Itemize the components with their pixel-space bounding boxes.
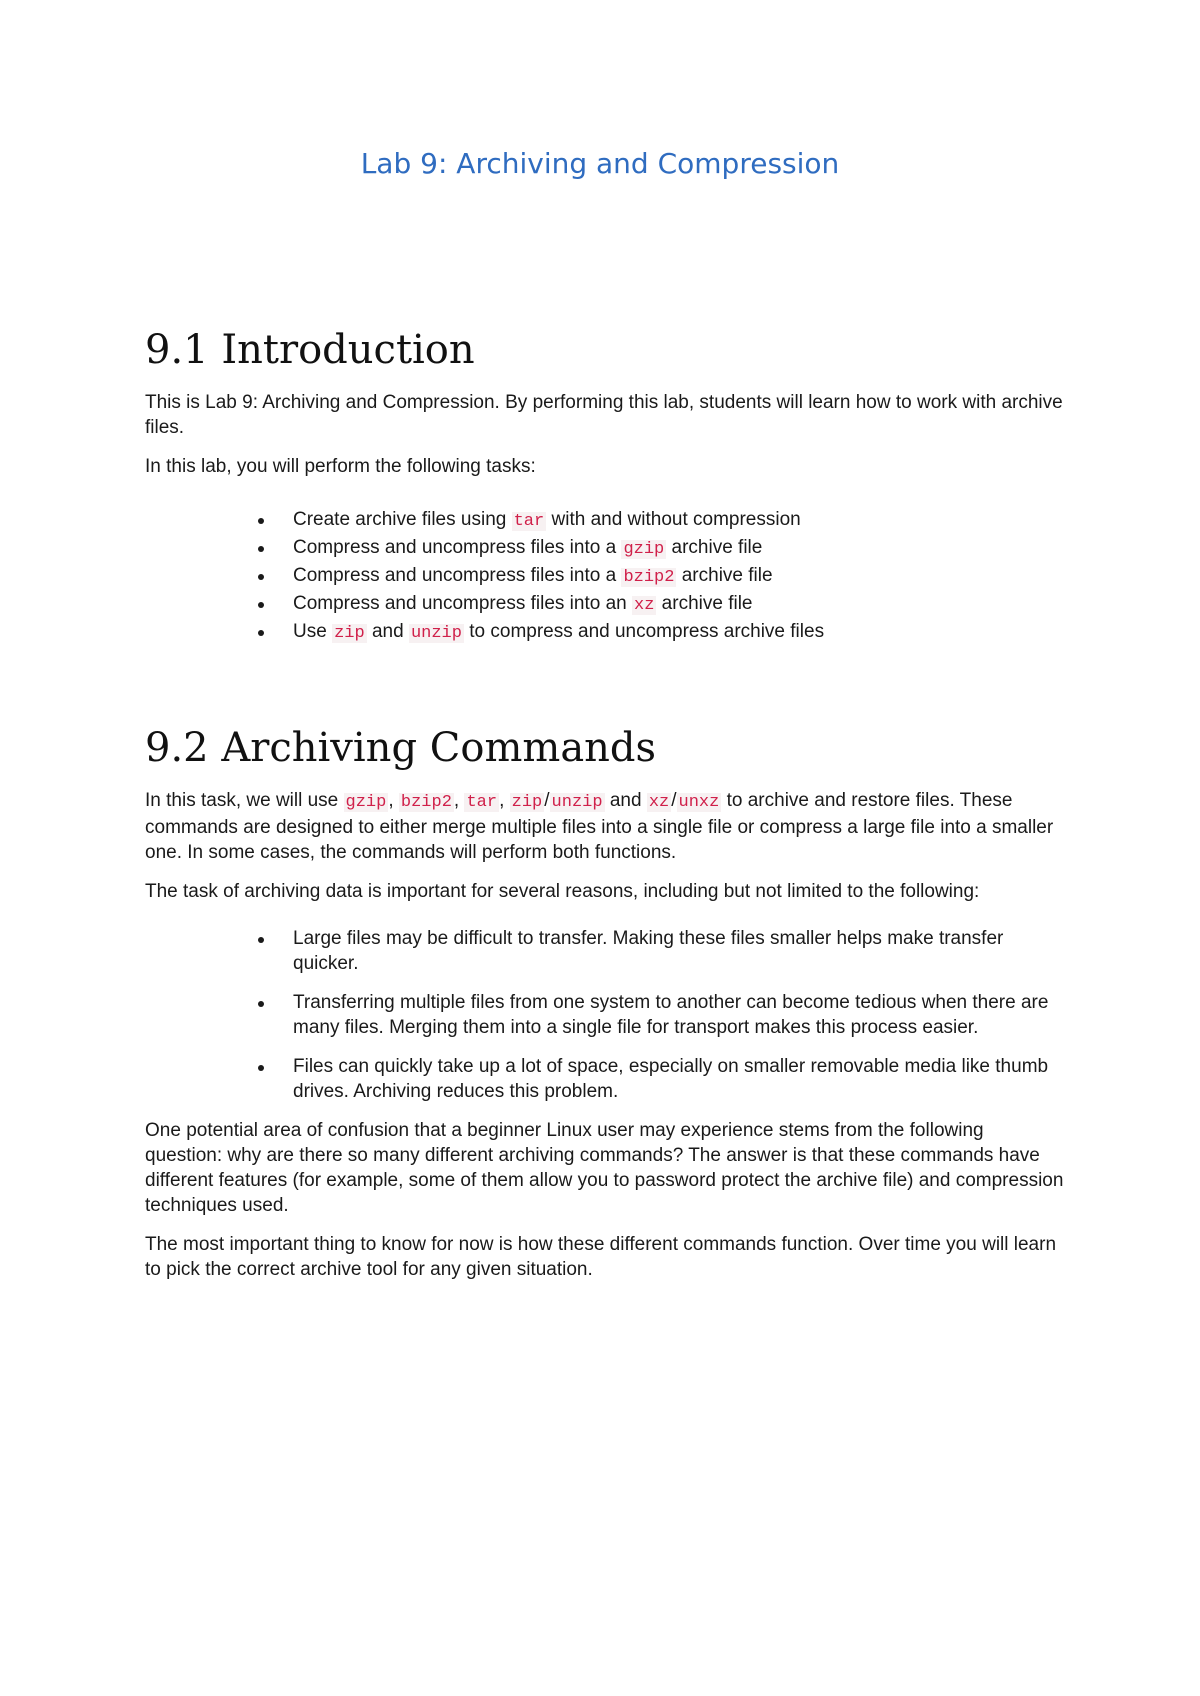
list-item: Create archive files using tar with and without compression — [145, 507, 1065, 535]
bullet-icon — [258, 1065, 264, 1071]
section-archiving-commands — [145, 722, 1065, 1296]
command-code: tar — [466, 793, 498, 812]
intro-heading: 9.1 Introduction — [145, 327, 475, 373]
bullet-icon — [258, 630, 264, 636]
list-item: Compress and uncompress files into a bzip2 archive file — [145, 563, 1065, 591]
reasons-list — [145, 926, 1065, 1104]
command-code: bzip2 — [400, 793, 452, 812]
task-list — [145, 507, 1065, 647]
archiving-heading: 9.2 Archiving Commands — [145, 725, 657, 771]
list-item: Transferring multiple files from one system to another can become tedious when there are many files. Merging them into a single file for transport makes this process easier. — [145, 990, 1065, 1040]
command-code: unxz — [678, 793, 720, 812]
bullet-icon — [258, 1001, 264, 1007]
command-code: gzip — [345, 793, 387, 812]
bullet-icon — [258, 937, 264, 943]
command-code: unzip — [551, 793, 603, 812]
lab-title: Lab 9: Archiving and Compression — [360, 147, 840, 180]
section-introduction — [145, 324, 1065, 647]
archiving-paragraph-4: The most important thing to know for now is how these different commands function. Over time you will learn to pick the correct archive tool for any given situation. — [145, 1234, 1057, 1280]
archiving-paragraph-3: One potential area of confusion that a beginner Linux user may experience stems from the following question: why are there so many different archiving commands? The answer is that these commands have different features (for example, some of them allow you to password protect the archive file) and compression techniques used. — [145, 1120, 1064, 1216]
list-item: Large files may be difficult to transfer. Making these files smaller helps make transfer quicker. — [145, 926, 1065, 976]
intro-paragraph: This is Lab 9: Archiving and Compression. By performing this lab, students will learn how to work with archive files. — [145, 392, 1063, 438]
command-code: xz — [648, 793, 670, 812]
bullet-icon — [258, 518, 264, 524]
command-code: bzip2 — [623, 568, 675, 587]
command-code: unzip — [410, 624, 462, 643]
bullet-icon — [258, 546, 264, 552]
list-item: Compress and uncompress files into a gzip archive file — [145, 535, 1065, 563]
command-code: zip — [511, 793, 543, 812]
bullet-icon — [258, 574, 264, 580]
list-item: Files can quickly take up a lot of space, especially on smaller removable media like thumb drives. Archiving reduces this problem. — [145, 1054, 1065, 1104]
archiving-paragraph-1: In this task, we will use gzip , bzip2 , tar , zip / unzip and xz / unxz to archive and restore files. These commands are designed to either merge multiple files into a single file or compress a large file into a smaller one. In some cases, the commands will perform both functions. — [145, 790, 1054, 863]
command-code: gzip — [623, 540, 665, 559]
command-code: zip — [334, 624, 365, 643]
tasks-lead: In this lab, you will perform the following tasks: — [145, 456, 536, 477]
bullet-icon — [258, 602, 264, 608]
list-item: Use zip and unzip to compress and uncompress archive files — [145, 619, 1065, 647]
command-code: tar — [513, 512, 545, 531]
command-code: xz — [634, 596, 655, 615]
archiving-paragraph-2: The task of archiving data is important for several reasons, including but not limited to the following: — [145, 881, 980, 902]
list-item: Compress and uncompress files into an xz archive file — [145, 591, 1065, 619]
